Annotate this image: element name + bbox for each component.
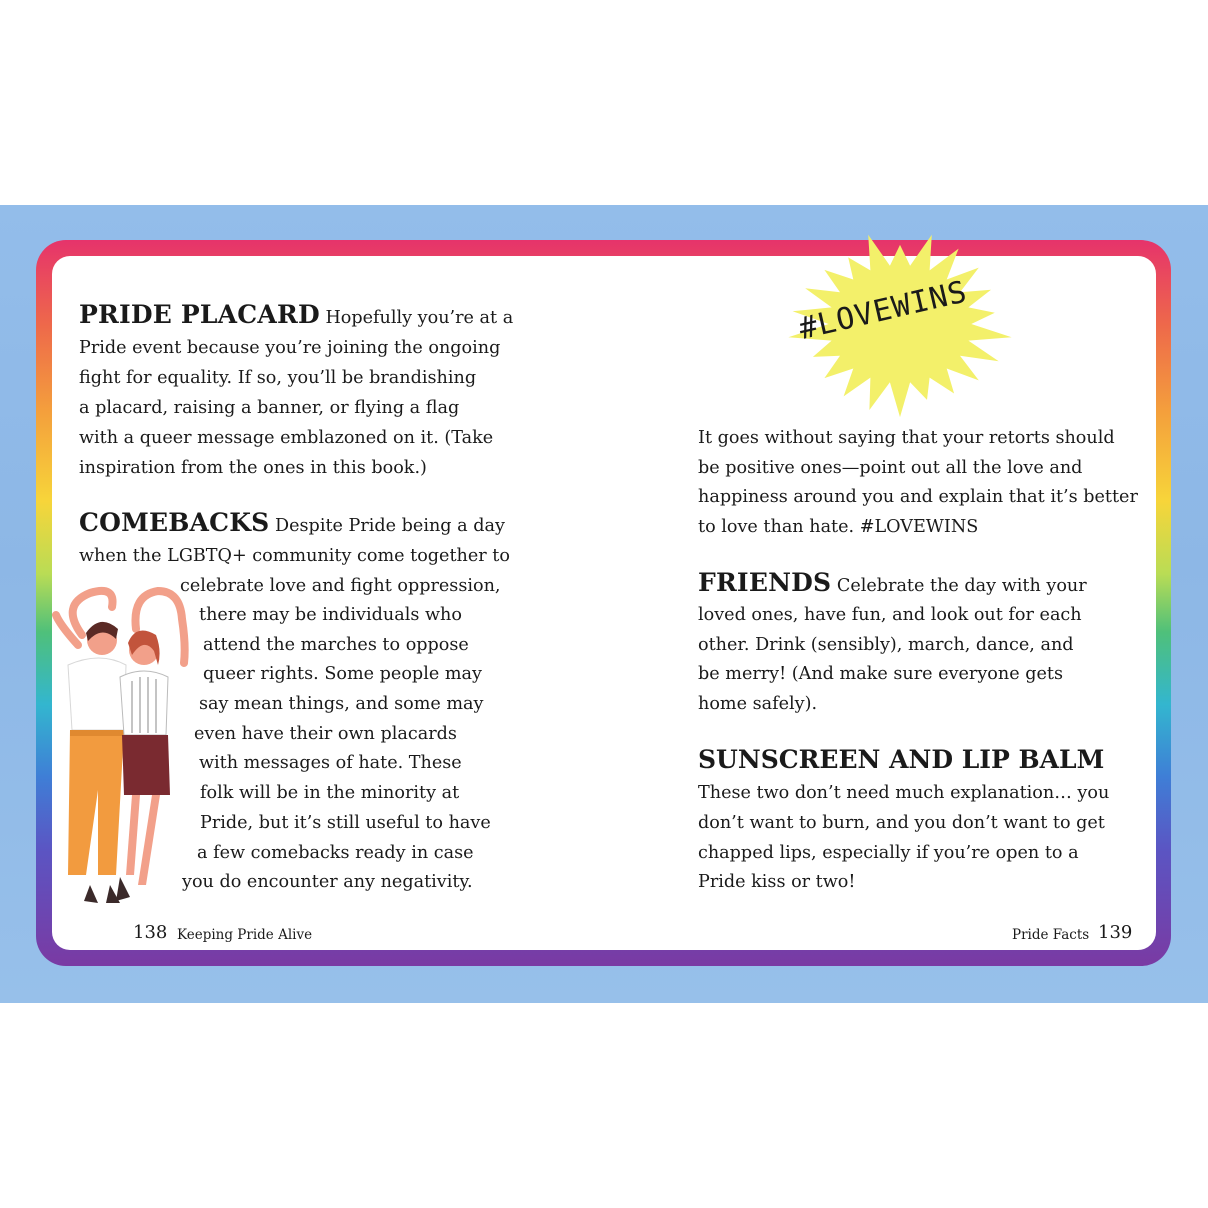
comebacks-line: you do encounter any negativity. <box>182 872 473 892</box>
comebacks-line: folk will be in the minority at <box>200 783 460 803</box>
friends-text: Celebrate the day with your <box>836 576 1087 596</box>
sunscreen-heading: SUNSCREEN AND LIP BALM <box>698 745 1105 774</box>
friends-line: home safely). <box>698 694 818 714</box>
intro-line: to love than hate. #LOVEWINS <box>698 517 979 537</box>
comebacks-line: queer rights. Some people may <box>203 664 482 684</box>
intro-line: be positive ones—point out all the love and <box>698 458 1083 478</box>
placard-paragraph-line <box>79 300 513 334</box>
friends-line: loved ones, have fun, and look out for each <box>698 605 1082 625</box>
running-head-right: Pride Facts <box>1012 927 1090 943</box>
placard-line: inspiration from the ones in this book.) <box>79 458 427 478</box>
comebacks-paragraph-line <box>79 508 505 542</box>
lovewins-badge-text: #LOVEWINS <box>795 274 971 348</box>
comebacks-line: even have their own placards <box>194 724 457 744</box>
comebacks-line: when the LGBTQ+ community come together to <box>79 546 510 566</box>
comebacks-text: Despite Pride being a day <box>275 516 505 536</box>
comebacks-line: with messages of hate. These <box>199 753 462 773</box>
comebacks-line: Pride, but it’s still useful to have <box>200 813 491 833</box>
placard-heading: PRIDE PLACARD <box>79 300 320 329</box>
page-number-left: 138 <box>133 922 168 943</box>
comebacks-line: attend the marches to oppose <box>203 635 469 655</box>
comebacks-line: say mean things, and some may <box>199 694 484 714</box>
placard-line: a placard, raising a banner, or flying a flag <box>79 398 460 418</box>
placard-line: fight for equality. If so, you’ll be brandishing <box>79 368 477 388</box>
sunscreen-line: don’t want to burn, and you don’t want to get <box>698 813 1105 833</box>
placard-line: with a queer message emblazoned on it. (Take <box>79 428 494 448</box>
comebacks-line: celebrate love and fight oppression, <box>180 576 501 596</box>
comebacks-line: a few comebacks ready in case <box>197 843 474 863</box>
friends-heading: FRIENDS <box>698 568 832 597</box>
intro-line: happiness around you and explain that it’s better <box>698 487 1138 507</box>
dancing-couple-illustration <box>20 585 195 915</box>
running-head-left: Keeping Pride Alive <box>177 927 313 943</box>
friends-line: be merry! (And make sure everyone gets <box>698 664 1063 684</box>
sunscreen-line: These two don’t need much explanation… you <box>698 783 1110 803</box>
comebacks-heading: COMEBACKS <box>79 508 270 537</box>
intro-line: It goes without saying that your retorts should <box>698 428 1115 448</box>
placard-line: Pride event because you’re joining the ongoing <box>79 338 501 358</box>
page-number-right: 139 <box>1098 922 1133 943</box>
friends-line: other. Drink (sensibly), march, dance, and <box>698 635 1074 655</box>
sunscreen-line: Pride kiss or two! <box>698 872 856 892</box>
comebacks-line: there may be individuals who <box>199 605 462 625</box>
sunscreen-line: chapped lips, especially if you’re open to a <box>698 843 1079 863</box>
friends-paragraph-line <box>698 568 1087 602</box>
placard-text: Hopefully you’re at a <box>325 308 514 328</box>
